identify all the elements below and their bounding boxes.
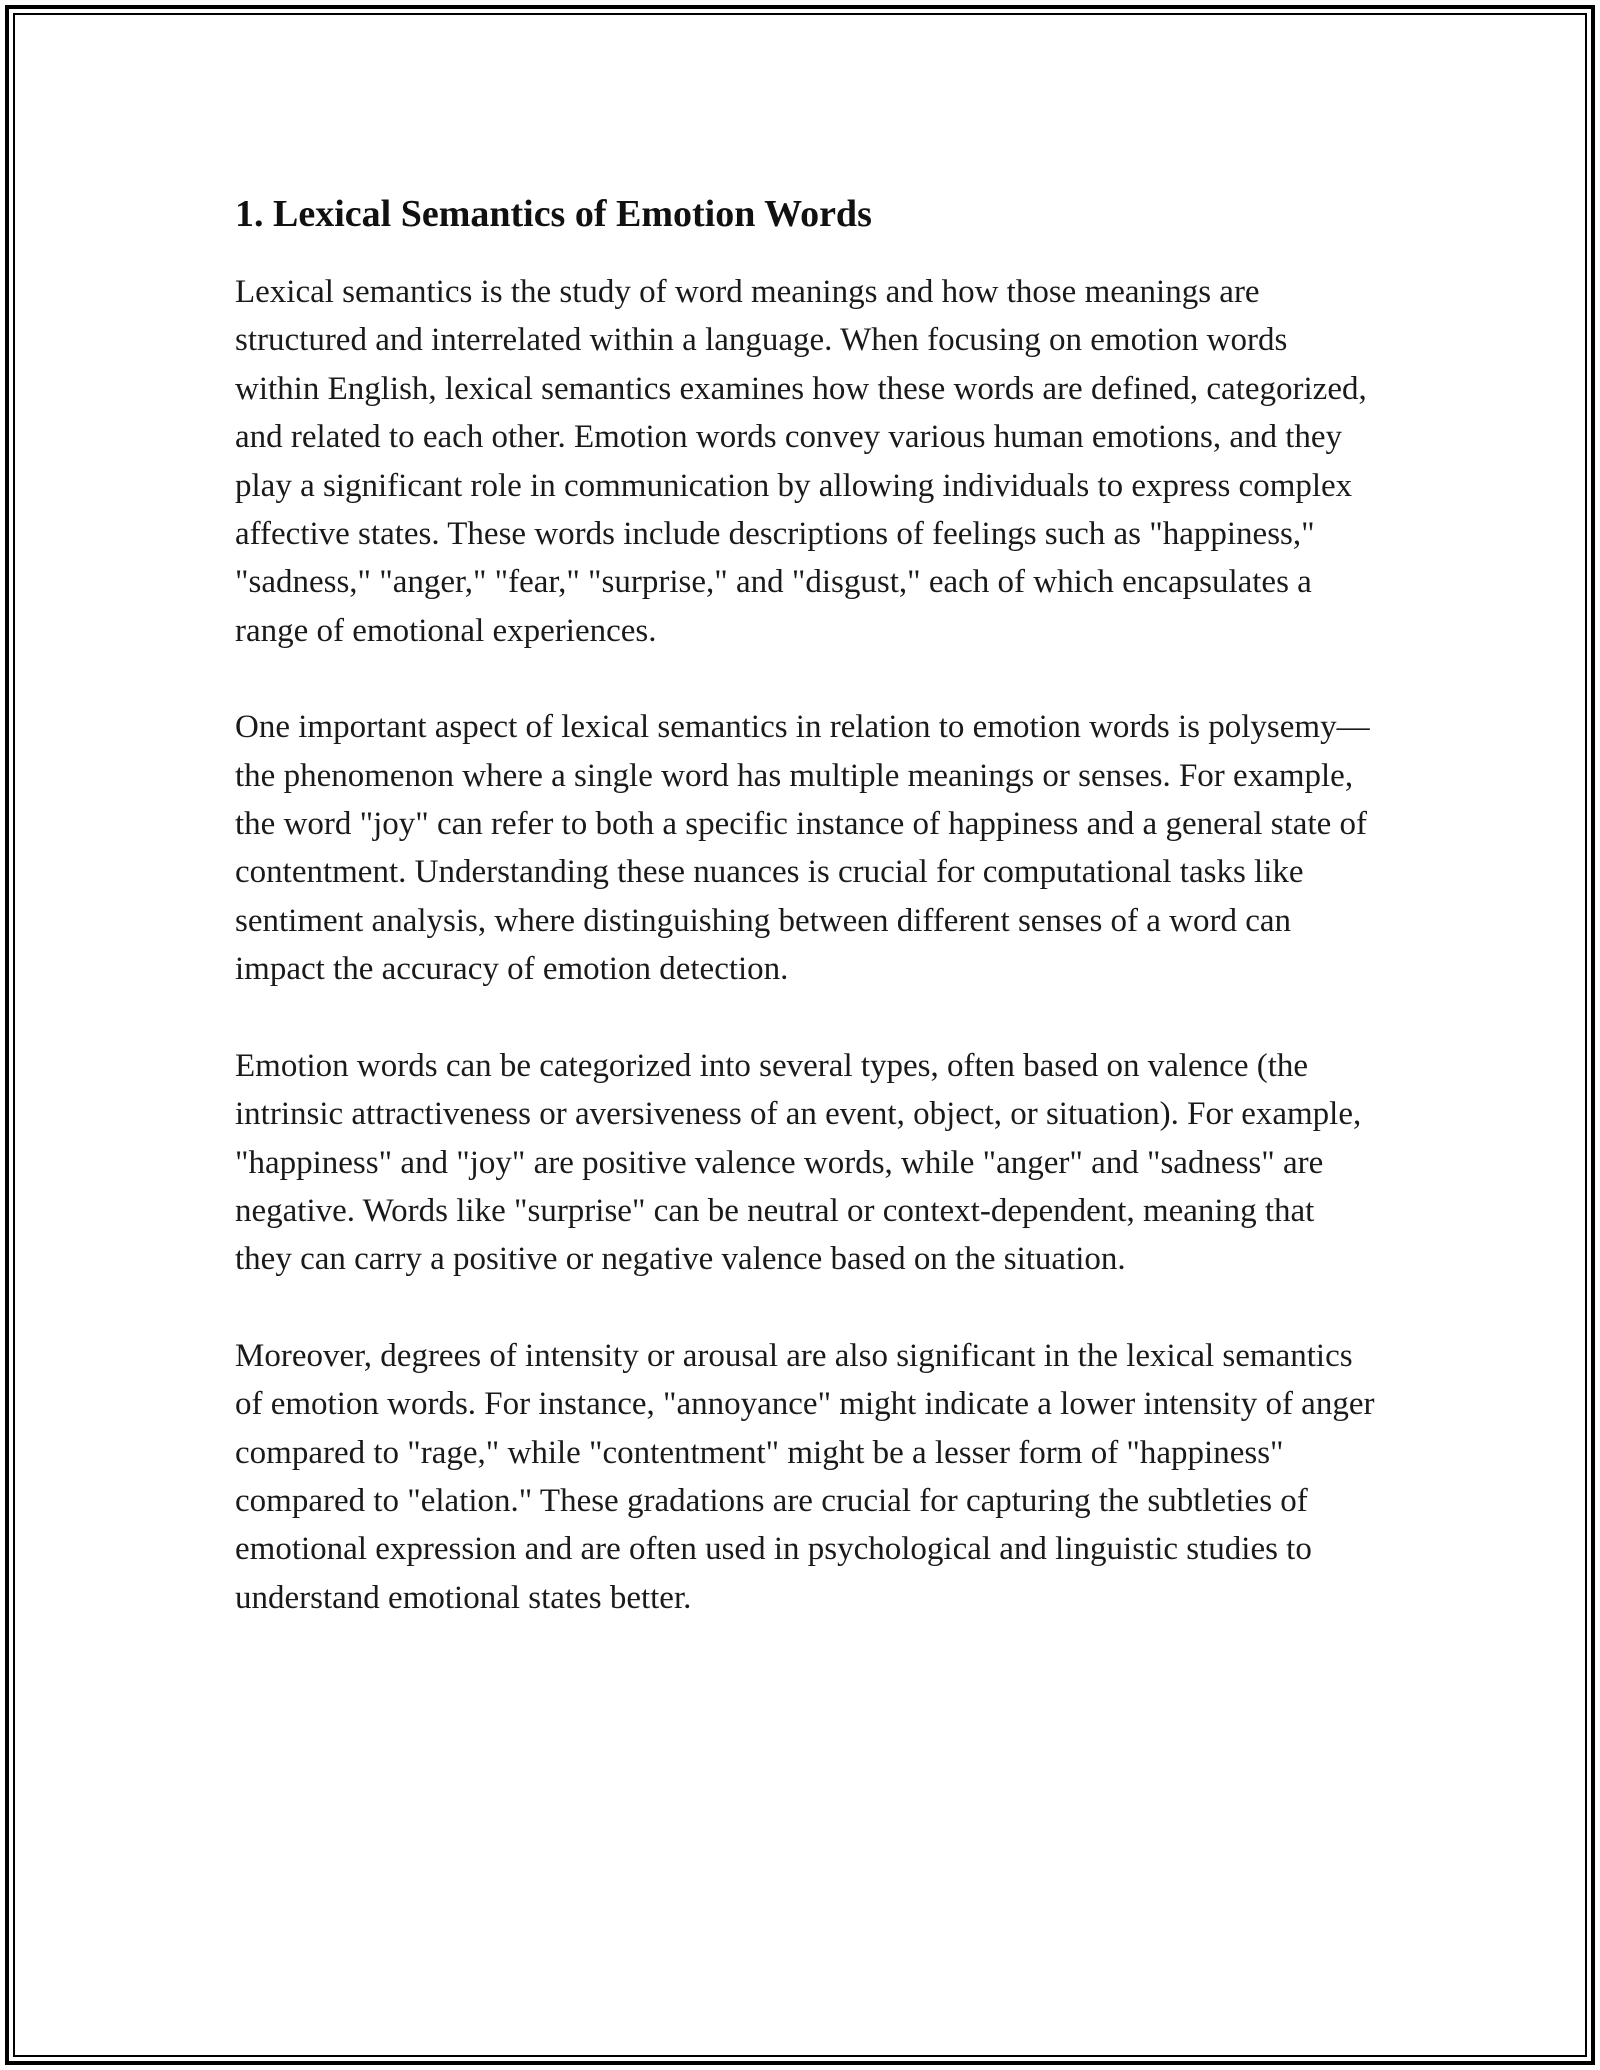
document-body <box>235 186 1375 1670</box>
section-heading: 1. Lexical Semantics of Emotion Words <box>235 193 872 235</box>
paragraph-valence: Emotion words can be categorized into several types, often based on valence (the intrinsic attractiveness or aversiveness of an event, object, or situation). For example, "happiness" and "joy" are positive valence words, while "anger" and "sadness" are negative. Words like "surprise" can be neutral or context-dependent, meaning that they can carry a positive or negative valence based on the situation. <box>235 1047 1362 1278</box>
paragraph-intensity: Moreover, degrees of intensity or arousal are also significant in the lexical semantics of emotion words. For instance, "annoyance" might indicate a lower intensity of anger compared to "rage," while "contentment" might be a lesser form of "happiness" compared to "elation." These gradations are crucial for capturing the subtleties of emotional expression and are often used in psychological and linguistic studies to understand emotional states better. <box>235 1337 1375 1616</box>
paragraph-lexical-semantics-intro: Lexical semantics is the study of word meanings and how those meanings are structured and interrelated within a language. When focusing on emotion words within English, lexical semantics examines how these words are defined, categorized, and related to each other. Emotion words convey various human emotions, and they play a significant role in communication by allowing individuals to express complex affective states. These words include descriptions of feelings such as "happiness," "sadness," "anger," "fear," "surprise," and "disgust," each of which encapsulates a range of emotional experiences. <box>235 274 1367 649</box>
paragraph-polysemy: One important aspect of lexical semantics in relation to emotion words is polysemy—the phenomenon where a single word has multiple meanings or senses. For example, the word "joy" can refer to both a specific instance of happiness and a general state of contentment. Understanding these nuances is crucial for computational tasks like sentiment analysis, where distinguishing between different senses of a word can impact the accuracy of emotion detection. <box>235 709 1370 988</box>
